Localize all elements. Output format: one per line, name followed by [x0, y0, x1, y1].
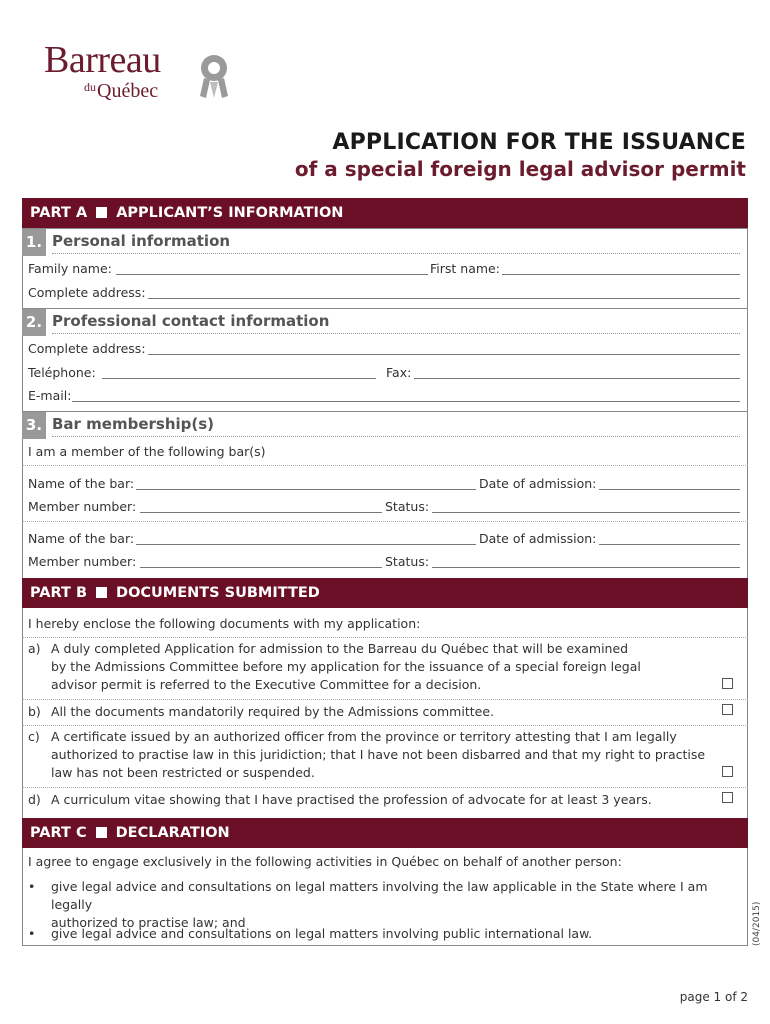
- first-name-label: First name:: [430, 261, 500, 276]
- checkbox-item-a[interactable]: [722, 678, 733, 689]
- item-line: A certificate issued by an authorized officer from the province or territory attesting that I am legally: [51, 729, 677, 744]
- bar-name-field[interactable]: [136, 489, 476, 490]
- item-letter: c): [28, 729, 40, 744]
- part-c-label: PART C: [30, 825, 87, 841]
- part-a-label: PART A: [30, 205, 88, 221]
- bullet-icon: •: [28, 926, 36, 941]
- title-main: APPLICATION FOR THE ISSUANCE: [332, 130, 746, 155]
- part-b-label: PART B: [30, 585, 88, 601]
- bullet-line: give legal advice and consultations on legal matters involving the law applicable in the State where I am legally: [51, 879, 708, 912]
- square-bullet-icon: [96, 827, 107, 838]
- family-name-label: Family name:: [28, 261, 112, 276]
- divider: [22, 637, 748, 638]
- documents-intro: I hereby enclose the following documents with my application:: [28, 616, 421, 631]
- bar-name-label: Name of the bar:: [28, 531, 135, 546]
- section-personal-information: [22, 228, 748, 256]
- section-underline: [52, 253, 740, 254]
- logo: [44, 39, 161, 102]
- address-label: Complete address:: [28, 341, 146, 356]
- email-field[interactable]: [72, 401, 740, 402]
- divider: [22, 465, 748, 466]
- section-number: 2.: [22, 309, 46, 336]
- divider: [22, 787, 748, 788]
- email-row: [28, 388, 740, 404]
- divider: [22, 521, 748, 522]
- divider: [22, 725, 748, 726]
- personal-address-row: [28, 285, 740, 301]
- document-title: [295, 130, 746, 181]
- section-underline: [52, 333, 740, 334]
- professional-address-row: [28, 341, 740, 357]
- logo-quebec: Québec: [97, 80, 159, 102]
- part-a-header: [22, 198, 748, 228]
- section-bar-membership: [22, 411, 748, 439]
- bullet-line: authorized to practise law; and: [51, 915, 246, 930]
- status-field[interactable]: [432, 567, 740, 568]
- bar-name-row-1: [28, 476, 740, 492]
- status-label: Status:: [385, 554, 430, 569]
- item-letter: b): [28, 704, 41, 719]
- telephone-fax-row: [28, 365, 740, 381]
- item-letter: a): [28, 641, 41, 656]
- address-label: Complete address:: [28, 285, 146, 300]
- bullet-line: give legal advice and consultations on legal matters involving public international law.: [51, 926, 593, 941]
- section-title: Professional contact information: [52, 312, 330, 330]
- part-c-title: DECLARATION: [115, 825, 230, 841]
- part-c-header: [22, 818, 748, 848]
- bar-name-row-2: [28, 531, 740, 547]
- section-title: Personal information: [52, 232, 231, 250]
- item-line: All the documents mandatorily required by the Admissions committee.: [51, 704, 494, 719]
- item-letter: d): [28, 792, 41, 807]
- personal-address-field[interactable]: [148, 298, 740, 299]
- checkbox-item-d[interactable]: [722, 792, 733, 803]
- admission-date-field[interactable]: [599, 544, 740, 545]
- bar-name-label: Name of the bar:: [28, 476, 135, 491]
- telephone-label: Teléphone:: [28, 365, 96, 380]
- divider: [22, 699, 748, 700]
- professional-address-field[interactable]: [148, 354, 740, 355]
- section-underline: [52, 436, 740, 437]
- form-code: (04/2015): [752, 901, 762, 946]
- checkbox-item-b[interactable]: [722, 704, 733, 715]
- admission-date-label: Date of admission:: [479, 531, 597, 546]
- part-a-title: APPLICANT’S INFORMATION: [116, 205, 344, 221]
- member-number-row-2: [28, 554, 740, 570]
- logo-name: Barreau: [44, 39, 161, 81]
- logo-du: du: [84, 80, 96, 94]
- email-label: E-mail:: [28, 388, 72, 403]
- item-line: A duly completed Application for admission to the Barreau du Québec that will be examined: [51, 641, 629, 656]
- bar-membership-intro: I am a member of the following bar(s): [28, 444, 266, 459]
- page-number: page 1 of 2: [679, 990, 748, 1004]
- member-number-label: Member number:: [28, 499, 137, 514]
- section-number: 3.: [22, 412, 46, 439]
- bar-name-field[interactable]: [136, 544, 476, 545]
- barreau-emblem-icon: [196, 52, 236, 100]
- bullet-icon: •: [28, 879, 36, 894]
- square-bullet-icon: [96, 587, 107, 598]
- status-field[interactable]: [432, 512, 740, 513]
- checkbox-item-c[interactable]: [722, 766, 733, 777]
- part-b-header: [22, 578, 748, 608]
- family-first-name-row: [28, 261, 740, 277]
- member-number-field[interactable]: [140, 567, 382, 568]
- section-professional-contact: [22, 308, 748, 336]
- first-name-field[interactable]: [502, 274, 740, 275]
- fax-label: Fax:: [386, 365, 412, 380]
- section-title: Bar membership(s): [52, 415, 215, 433]
- part-b-title: DOCUMENTS SUBMITTED: [116, 585, 320, 601]
- status-label: Status:: [385, 499, 430, 514]
- family-name-field[interactable]: [116, 274, 428, 275]
- declaration-intro: I agree to engage exclusively in the following activities in Québec on behalf of another person:: [28, 854, 622, 869]
- admission-date-label: Date of admission:: [479, 476, 597, 491]
- item-line: law has not been restricted or suspended.: [51, 765, 315, 780]
- admission-date-field[interactable]: [599, 489, 740, 490]
- item-line: A curriculum vitae showing that I have practised the profession of advocate for at least 3 years.: [51, 792, 652, 807]
- title-sub: of a special foreign legal advisor permit: [294, 157, 746, 181]
- item-line: advisor permit is referred to the Executive Committee for a decision.: [51, 677, 482, 692]
- member-number-label: Member number:: [28, 554, 137, 569]
- logo-subtitle: [84, 80, 158, 103]
- member-number-field[interactable]: [140, 512, 382, 513]
- fax-field[interactable]: [414, 378, 740, 379]
- section-number: 1.: [22, 229, 46, 256]
- item-line: by the Admissions Committee before my application for the issuance of a special foreign legal: [51, 659, 641, 674]
- member-number-row-1: [28, 499, 740, 515]
- telephone-field[interactable]: [102, 378, 376, 379]
- square-bullet-icon: [96, 207, 107, 218]
- item-line: authorized to practise law in this juridiction; that I have not been disbarred and that my right to practise: [51, 747, 706, 762]
